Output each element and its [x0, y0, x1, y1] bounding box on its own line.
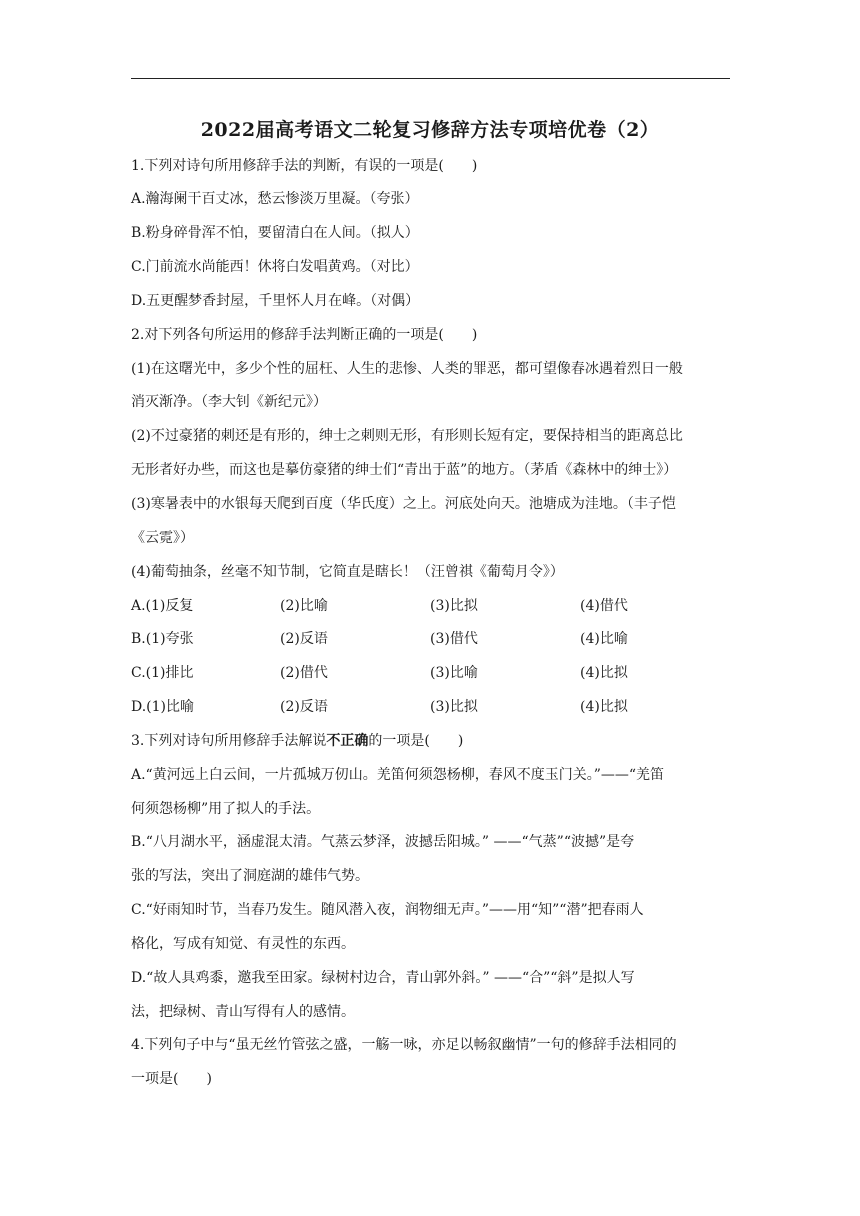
- q3-option-d-cont: 法，把绿树、青山写得有人的感情。: [131, 1004, 355, 1020]
- q2-option-c: [131, 663, 731, 683]
- q2-sentence-4: (4)葡萄抽条，丝毫不知节制，它简直是瞎长！（汪曾祺《葡萄月令》）: [131, 564, 564, 580]
- q2-option-a: [131, 596, 731, 616]
- option-cell: (2)反语: [280, 699, 328, 715]
- q2-option-b: [131, 629, 731, 649]
- q1-option-d: D.五更醒梦香封屋，千里怀人月在峰。（对偶）: [131, 293, 420, 309]
- q3-stem: [131, 731, 463, 751]
- q1-option-c: C.门前流水尚能西！休将白发唱黄鸡。（对比）: [131, 259, 419, 275]
- option-cell: (3)比拟: [430, 598, 478, 614]
- q2-sentence-1: (1)在这曙光中，多少个性的屈枉、人生的悲惨、人类的罪恶，都可望像春冰遇着烈日一般: [131, 361, 683, 377]
- option-cell: (3)比拟: [430, 699, 478, 715]
- q1-stem: 1.下列对诗句所用修辞手法的判断，有误的一项是( ): [131, 158, 478, 174]
- q3-option-c: C.“好雨知时节，当春乃发生。随风潜入夜，润物细无声。”——用“知”“潜”把春雨人: [131, 902, 644, 918]
- option-cell: (4)比拟: [580, 665, 628, 681]
- q3-option-a: A.“黄河远上白云间，一片孤城万仞山。羌笛何须怨杨柳，春风不度玉门关。”——“羌笛: [131, 767, 665, 783]
- q2-stem: 2.对下列各句所运用的修辞手法判断正确的一项是( ): [131, 327, 478, 343]
- q2-sentence-3-cont: 《云霓》）: [131, 530, 194, 546]
- q2-sentence-1-cont: 消灭渐净。（李大钊《新纪元》）: [131, 394, 327, 410]
- q2-sentence-2-cont: 无形者好办些，而这也是摹仿豪猪的绅士们“青出于蓝”的地方。（茅盾《森林中的绅士》）: [131, 462, 678, 478]
- option-cell: A.(1)反复: [131, 598, 194, 614]
- page-title: 2022届高考语文二轮复习修辞方法专项培优卷（2）: [200, 119, 660, 141]
- q4-stem-cont: 一项是( ): [131, 1071, 212, 1087]
- q3-stem-post: 的一项是( ): [368, 733, 464, 749]
- option-cell: B.(1)夸张: [131, 631, 194, 647]
- option-cell: (2)反语: [280, 631, 328, 647]
- option-cell: (3)比喻: [430, 665, 478, 681]
- option-cell: (3)借代: [430, 631, 478, 647]
- q3-stem-pre: 3.下列对诗句所用修辞手法解说: [131, 733, 327, 749]
- q3-stem-emphasis: 不正确: [326, 733, 369, 749]
- option-cell: (2)借代: [280, 665, 328, 681]
- option-cell: C.(1)排比: [131, 665, 194, 681]
- q2-sentence-3: (3)寒暑表中的水银每天爬到百度（华氏度）之上。河底处向天。池塘成为洼地。（丰子恺: [131, 496, 676, 512]
- q1-option-a: A.瀚海阑干百丈冰，愁云惨淡万里凝。（夸张）: [131, 191, 419, 207]
- option-cell: (4)比喻: [580, 631, 628, 647]
- q4-stem: 4.下列句子中与“虽无丝竹管弦之盛，一觞一咏，亦足以畅叙幽情”一句的修辞手法相同的: [131, 1037, 677, 1053]
- q3-option-c-cont: 格化，写成有知觉、有灵性的东西。: [131, 936, 355, 952]
- option-cell: (4)比拟: [580, 699, 628, 715]
- option-cell: D.(1)比喻: [131, 699, 195, 715]
- header-rule: [131, 78, 730, 79]
- q2-sentence-2: (2)不过豪猪的刺还是有形的，绅士之刺则无形，有形则长短有定，要保持相当的距离总比: [131, 428, 683, 444]
- q3-option-b-cont: 张的写法，突出了洞庭湖的雄伟气势。: [131, 868, 369, 884]
- option-cell: (2)比喻: [280, 598, 328, 614]
- q3-option-a-cont: 何须怨杨柳”用了拟人的手法。: [131, 801, 321, 817]
- q3-option-b: B.“八月湖水平，涵虚混太清。气蒸云梦泽，波撼岳阳城。” ——“气蒸”“波撼”是夸: [131, 834, 635, 850]
- option-cell: (4)借代: [580, 598, 628, 614]
- q2-option-d: [131, 697, 731, 717]
- q3-option-d: D.“故人具鸡黍，邀我至田家。绿树村边合，青山郭外斜。” ——“合”“斜”是拟人写: [131, 970, 635, 986]
- q1-option-b: B.粉身碎骨浑不怕，要留清白在人间。（拟人）: [131, 225, 419, 241]
